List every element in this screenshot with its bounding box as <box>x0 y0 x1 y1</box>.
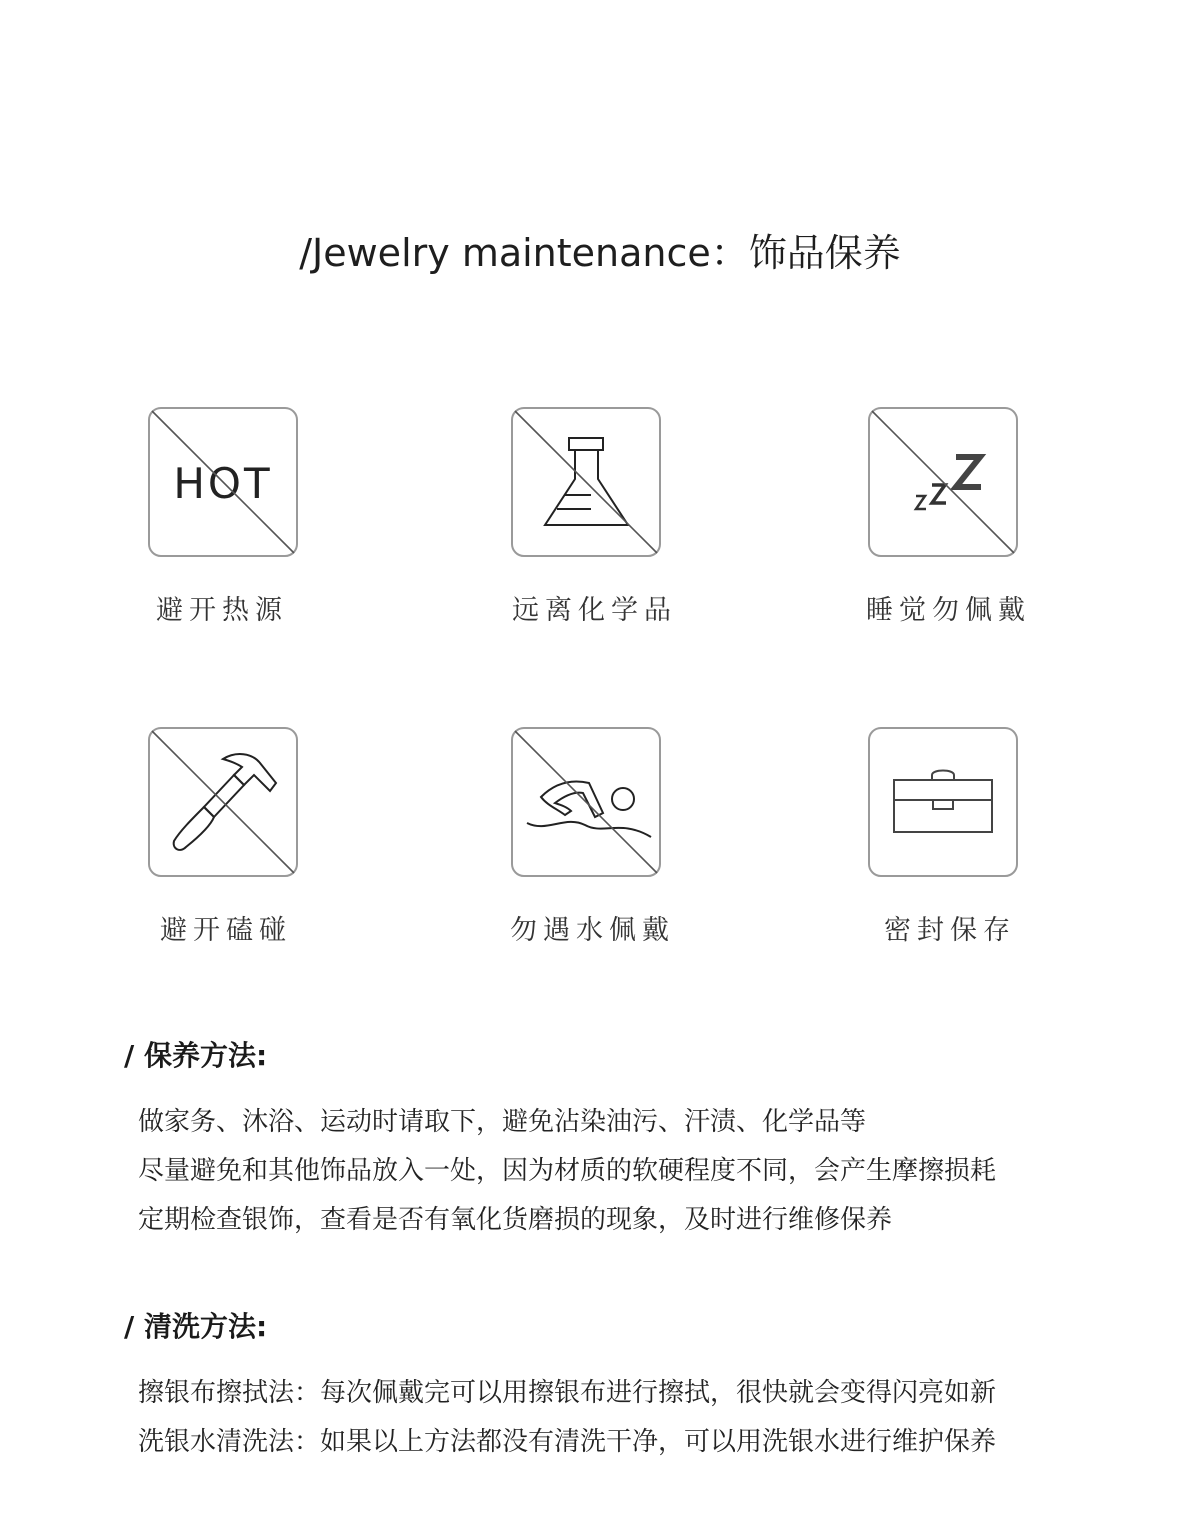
sleep-icon <box>868 407 1018 557</box>
care-line: 尽量避免和其他饰品放入一处，因为材质的软硬程度不同，会产生摩擦损耗 <box>138 1156 997 1186</box>
icon-card-impact <box>148 727 298 877</box>
svg-text:HOT: HOT <box>173 459 273 508</box>
label-water: 勿遇水佩戴 <box>510 915 675 946</box>
clean-heading: / 清洗方法: <box>124 1310 268 1343</box>
icon-card-chemicals <box>511 407 661 557</box>
label-storage: 密封保存 <box>884 915 1016 946</box>
icon-card-water <box>511 727 661 877</box>
clean-line: 洗银水清洗法：如果以上方法都没有清洗干净，可以用洗银水进行维护保养 <box>138 1427 997 1457</box>
care-heading: / 保养方法: <box>124 1039 268 1072</box>
icon-card-storage <box>868 727 1018 877</box>
icon-card-sleep <box>868 407 1018 557</box>
hammer-icon <box>148 727 298 877</box>
label-sleep: 睡觉勿佩戴 <box>866 595 1031 626</box>
label-chemicals: 远离化学品 <box>512 595 677 626</box>
care-line: 做家务、沐浴、运动时请取下，避免沾染油污、汗渍、化学品等 <box>138 1107 867 1137</box>
care-line: 定期检查银饰，查看是否有氧化货磨损的现象，及时进行维修保养 <box>138 1205 893 1235</box>
page-title: /Jewelry maintenance：饰品保养 <box>299 231 901 275</box>
label-heat: 避开热源 <box>156 595 288 626</box>
icon-card-heat <box>148 407 298 557</box>
box-icon <box>868 727 1018 877</box>
swimmer-icon <box>511 727 661 877</box>
flask-icon <box>511 407 661 557</box>
clean-line: 擦银布擦拭法：每次佩戴完可以用擦银布进行擦拭，很快就会变得闪亮如新 <box>138 1378 997 1408</box>
label-impact: 避开磕碰 <box>160 915 292 946</box>
hot-icon <box>148 407 298 557</box>
